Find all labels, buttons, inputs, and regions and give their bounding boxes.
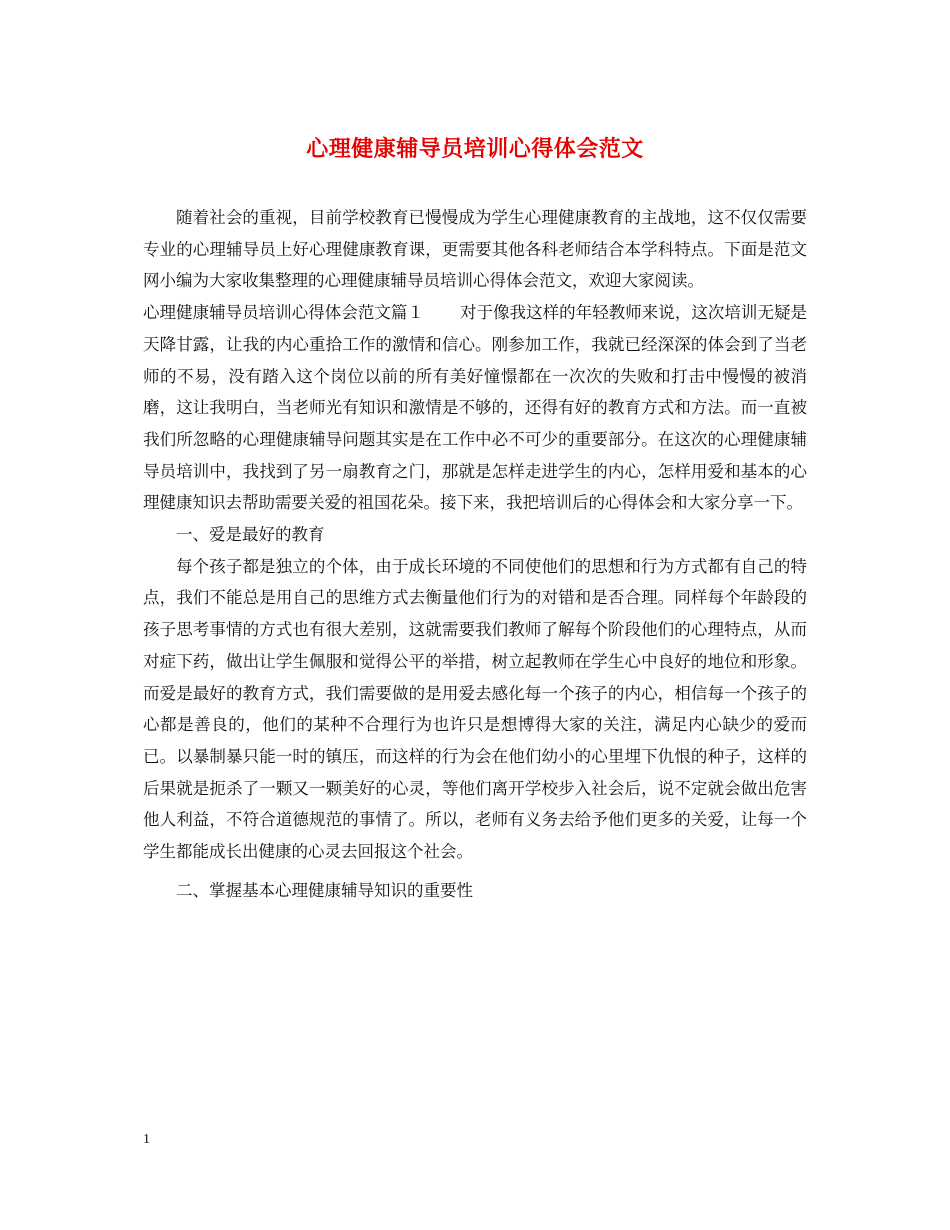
article-paragraph-1-text: 对于像我这样的年轻教师来说，这次培训无疑是天降甘露，让我的内心重拾工作的激情和信心。刚参加工作，我就已经深深的体会到了当老师的不易，没有踏入这个岗位以前的所有美好憧憬都在一次次的失败和打击中慢慢的被消磨，这让我明白，当老师光有知识和激情是不够的，还得有好的教育方式和方法。而一直被我们所忽略的心理健康辅导问题其实是在工作中必不可少的重要部分。在这次的心理健康辅导员培训中，我找到了另一扇教育之门，那就是怎样走进学生的内心，怎样用爱和基本的心理健康知识去帮助需要关爱的祖国花朵。接下来，我把培训后的心得体会和大家分享一下。 [143, 303, 808, 513]
document-title: 心理健康辅导员培训心得体会范文 [306, 136, 644, 162]
article-paragraph-1 [143, 297, 807, 519]
page-number: 1 [143, 1132, 150, 1147]
section-2-heading: 二、掌握基本心理健康辅导知识的重要性 [176, 880, 473, 900]
article-heading: 心理健康辅导员培训心得体会范文篇１ [143, 303, 424, 323]
section-1-heading: 一、爱是最好的教育 [176, 525, 325, 545]
intro-paragraph: 随着社会的重视，目前学校教育已慢慢成为学生心理健康教育的主战地，这不仅仅需要专业的心理辅导员上好心理健康教育课，更需要其他各科老师结合本学科特点。下面是范文网小编为大家收集整理的心理健康辅导员培训心得体会范文，欢迎大家阅读。 [143, 208, 807, 291]
section-1-paragraph: 每个孩子都是独立的个体，由于成长环境的不同使他们的思想和行为方式都有自己的特点，我们不能总是用自己的思维方式去衡量他们行为的对错和是否合理。同样每个年龄段的孩子思考事情的方式也有很大差别，这就需要我们教师了解每个阶段他们的心理特点，从而对症下药，做出让学生佩服和觉得公平的举措，树立起教师在学生心中良好的地位和形象。而爱是最好的教育方式，我们需要做的是用爱去感化每一个孩子的内心，相信每一个孩子的心都是善良的，他们的某种不合理行为也许只是想博得大家的关注，满足内心缺少的爱而已。以暴制暴只能一时的镇压，而这样的行为会在他们幼小的心里埋下仇恨的种子，这样的后果就是扼杀了一颗又一颗美好的心灵，等他们离开学校步入社会后，说不定就会做出危害他人利益，不符合道德规范的事情了。所以，老师有义务去给予他们更多的关爱，让每一个学生都能成长出健康的心灵去回报这个社会。 [143, 556, 807, 862]
document-body [143, 202, 807, 906]
